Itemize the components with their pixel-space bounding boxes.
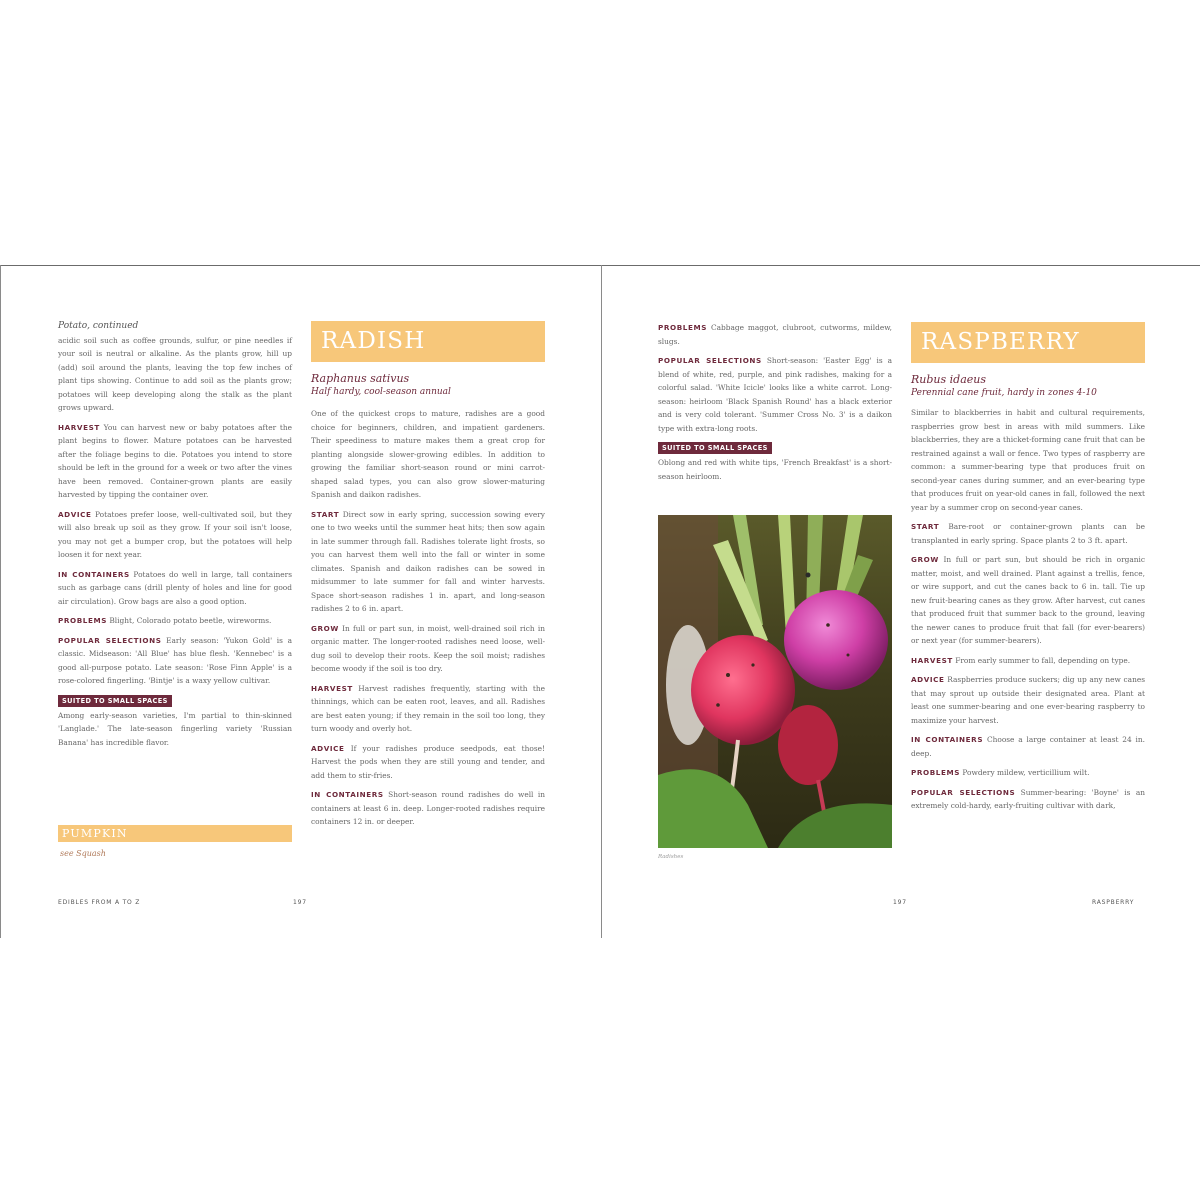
right-page-column-2 — [911, 372, 1145, 819]
paragraph-text: Early season: 'Yukon Gold' is a classic. Midseason: 'All Blue' has blue flesh. 'Kennebec' is a good all-purpose potato. Late season: 'Rose Finn Apple' is a rose-colored fingerling. 'Bintje' is a waxy yellow cultivar. — [58, 635, 292, 685]
section-keyword: ADVICE — [911, 675, 945, 684]
raspberry-title: RASPBERRY — [921, 329, 1080, 355]
left-page-number: 197 — [293, 899, 307, 906]
paragraph — [911, 520, 1145, 547]
section-keyword: ADVICE — [58, 509, 92, 519]
small-spaces-text: Among early-season varieties, I'm partial to thin-skinned 'Langlade.' The late-season fingerling variety 'Russian Banana' has incredible flavor. — [58, 710, 292, 747]
section-keyword: IN CONTAINERS — [311, 790, 384, 799]
right-col1-body — [658, 321, 892, 435]
paragraph — [58, 334, 292, 415]
paragraph — [658, 354, 892, 435]
section-keyword: PROBLEMS — [58, 616, 108, 625]
pumpkin-title: PUMPKIN — [62, 827, 128, 840]
section-keyword: POPULAR SELECTIONS — [658, 356, 762, 365]
paragraph — [58, 568, 292, 609]
paragraph — [311, 682, 545, 736]
section-keyword: POPULAR SELECTIONS — [911, 787, 1016, 797]
small-spaces-badge-right: SUITED TO SMALL SPACES — [658, 442, 772, 454]
paragraph-text: Potatoes do well in large, tall containers such as garbage cans (drill plenty of holes and line for good air circulation). Grow bags are also a good option. — [58, 569, 292, 606]
section-keyword: GROW — [311, 623, 339, 633]
pumpkin-see-reference: see Squash — [60, 849, 106, 858]
section-keyword: IN CONTAINERS — [911, 735, 984, 744]
paragraph — [658, 321, 892, 348]
paragraph — [58, 508, 292, 562]
section-keyword: START — [311, 509, 340, 519]
paragraph-text: Short-season: 'Easter Egg' is a blend of white, red, purple, and pink radishes, making for a colorful salad. 'White Icicle' looks like a white carrot. Long-season: heirloom 'Black Spanish Round' has a black exterior and is very cold tolerant. 'Summer Cross No. 3' is a daikon type with extra-long roots. — [658, 356, 892, 433]
paragraph-text: Raspberries produce suckers; dig up any new canes that may sprout up outside their designated area. Plant at least one summer-bearing and one ever-bearing raspberry to maximize your harvest. — [911, 675, 1145, 725]
paragraph-text: Bare-root or container-grown plants can be transplanted in early spring. Space plants 2 to 3 ft. apart. — [911, 522, 1146, 545]
photo-caption: Radishes — [658, 854, 684, 860]
small-spaces-box-right — [658, 441, 892, 483]
paragraph-text: Potatoes prefer loose, well-cultivated soil, but they will also break up soil as they grow. If your soil isn't loose, you may not get a bumper crop, but the potatoes will help loosen it for next year. — [58, 509, 292, 559]
raspberry-subtitle: Perennial cane fruit, hardy in zones 4-10 — [911, 388, 1097, 398]
section-keyword: GROW — [911, 555, 939, 564]
paragraph-text: Cabbage maggot, clubroot, cutworms, mildew, slugs. — [658, 323, 892, 346]
section-keyword: PROBLEMS — [658, 323, 708, 332]
radish-subtitle: Half hardy, cool-season annual — [311, 387, 451, 397]
radish-photo — [658, 515, 892, 848]
left-page-column-2 — [311, 371, 545, 835]
section-keyword: PROBLEMS — [911, 768, 961, 777]
small-spaces-box — [58, 694, 292, 750]
section-keyword: START — [911, 522, 940, 531]
section-keyword: HARVEST — [58, 422, 100, 432]
paragraph — [311, 742, 545, 783]
small-spaces-badge: SUITED TO SMALL SPACES — [58, 695, 172, 707]
paragraph — [311, 622, 545, 676]
right-page-number: 197 — [893, 899, 907, 906]
paragraph — [58, 421, 292, 502]
paragraph-text: You can harvest new or baby potatoes after the plant begins to flower. Mature potatoes can be harvested after the foliage begins to die. Potatoes you intend to store should be left in the ground for a week or two after the vines have been removed. Container-grown plants are easily harvested by tipping the container over. — [58, 422, 292, 499]
left-col1-body — [58, 334, 292, 688]
paragraph — [311, 407, 545, 502]
small-spaces-text-right: Oblong and red with white tips, 'French Breakfast' is a short-season heirloom. — [658, 458, 892, 481]
paragraph-text: Similar to blackberries in habit and cultural requirements, raspberries grow best in areas with mild summers. Like blackberries, they are a thicket-forming cane fruit that can be restrained against a wall or fence. Two types of raspberry are common: a summer-bearing type that produces fruit on second-year canes during summer, and an ever-bearing type that produces fruit on year-old canes in fall, followed the next year by a summer crop on second-year canes. — [911, 408, 1145, 512]
paragraph — [311, 788, 545, 829]
spread-left-edge — [0, 265, 1, 938]
section-keyword: HARVEST — [911, 655, 953, 665]
continued-heading: Potato, continued — [58, 321, 139, 331]
paragraph — [911, 553, 1145, 648]
paragraph — [911, 733, 1145, 760]
paragraph-text: If your radishes produce seedpods, eat those! Harvest the pods when they are still young and tender, and add them to stir-fries. — [311, 743, 546, 780]
paragraph — [311, 508, 545, 616]
right-page-column-1 — [658, 321, 892, 489]
paragraph-text: Choose a large container at least 24 in. deep. — [911, 735, 1146, 758]
book-gutter — [601, 265, 602, 938]
section-keyword: HARVEST — [311, 683, 353, 693]
section-keyword: ADVICE — [311, 743, 345, 753]
raspberry-banner — [911, 322, 1145, 363]
section-keyword: IN CONTAINERS — [58, 569, 130, 579]
paragraph — [58, 634, 292, 688]
paragraph — [911, 406, 1145, 514]
section-keyword: POPULAR SELECTIONS — [58, 635, 162, 645]
radish-banner — [311, 321, 545, 362]
paragraph-text: Direct sow in early spring, succession sowing every one to two weeks until the summer heat hits; then sow again in late summer through fall. Radishes tolerate light frosts, so you can harvest them well into the fall or winter in some climates. Spanish and daikon radishes can be sowed in midsummer to late summer for fall and winter harvests. Space short-season radishes 1 in. apart, and long-season radishes 2 to 6 in. apart. — [311, 509, 545, 613]
right-footer-title: RASPBERRY — [1092, 899, 1135, 906]
paragraph-text: Short-season round radishes do well in containers at least 6 in. deep. Longer-rooted radishes require containers 12 in. or deeper. — [311, 790, 545, 826]
paragraph-text: In full or part sun, but should be rich in organic matter, moist, and well drained. Plant against a trellis, fence, or wire support, and cut the canes back to 6 in. tall. Tie up new fruit-bearing canes as they grow. After harvest, cut canes that produced fruit that summer back to the ground, leaving the newer canes to produce fruit that fall (for ever-bearers) or next year (for summer-bearers). — [911, 555, 1146, 645]
paragraph — [58, 614, 292, 628]
paragraph-text: One of the quickest crops to mature, radishes are a good choice for beginners, children, and impatient gardeners. Their speediness to mature makes them a great crop for planting alongside slower-growing edibles. In addition to growing the familiar short-season round or mini carrot-shaped salad types, you can also grow slower-maturing Spanish and daikon radishes. — [311, 409, 545, 499]
pumpkin-banner — [58, 825, 292, 842]
raspberry-latin-name: Rubus idaeus — [911, 373, 986, 386]
radish-illustration — [658, 515, 892, 848]
paragraph-text: Powdery mildew, verticillium wilt. — [962, 768, 1090, 777]
spread-top-edge — [0, 265, 1200, 266]
radish-latin-name: Raphanus sativus — [311, 372, 410, 385]
paragraph-text: Harvest radishes frequently, starting with the thinnings, which can be eaten root, leaves, and all. Radishes are best eaten young; if they remain in the soil too long, they turn woody and overly hot. — [311, 683, 545, 733]
right-col2-body — [911, 406, 1145, 813]
paragraph-text: Blight, Colorado potato beetle, wireworms. — [109, 616, 272, 625]
left-page-column-1 — [58, 320, 292, 755]
paragraph — [911, 766, 1145, 780]
paragraph — [911, 654, 1145, 668]
paragraph — [911, 786, 1145, 813]
paragraph — [911, 673, 1145, 727]
paragraph-text: Summer-bearing: 'Boyne' is an extremely cold-hardy, early-fruiting cultivar with dark, — [911, 787, 1145, 810]
radish-title: RADISH — [321, 328, 426, 354]
left-col2-body — [311, 407, 545, 829]
paragraph-text: In full or part sun, in moist, well-drained soil rich in organic matter. The longer-rooted radishes need loose, well-dug soil to develop their roots. Keep the soil moist; radishes become woody if the soil is too dry. — [311, 623, 545, 673]
paragraph-text: From early summer to fall, depending on type. — [955, 655, 1131, 665]
left-footer-title: EDIBLES FROM A TO Z — [58, 899, 141, 906]
paragraph-text: acidic soil such as coffee grounds, sulfur, or pine needles if your soil is neutral or alkaline. As the plants grow, hill up (add) soil around the plants, leaving the top few inches of plant tips showing. Continue to add soil as the plants grow; potatoes will keep developing along the stalk as the plant grows upward. — [58, 335, 292, 412]
